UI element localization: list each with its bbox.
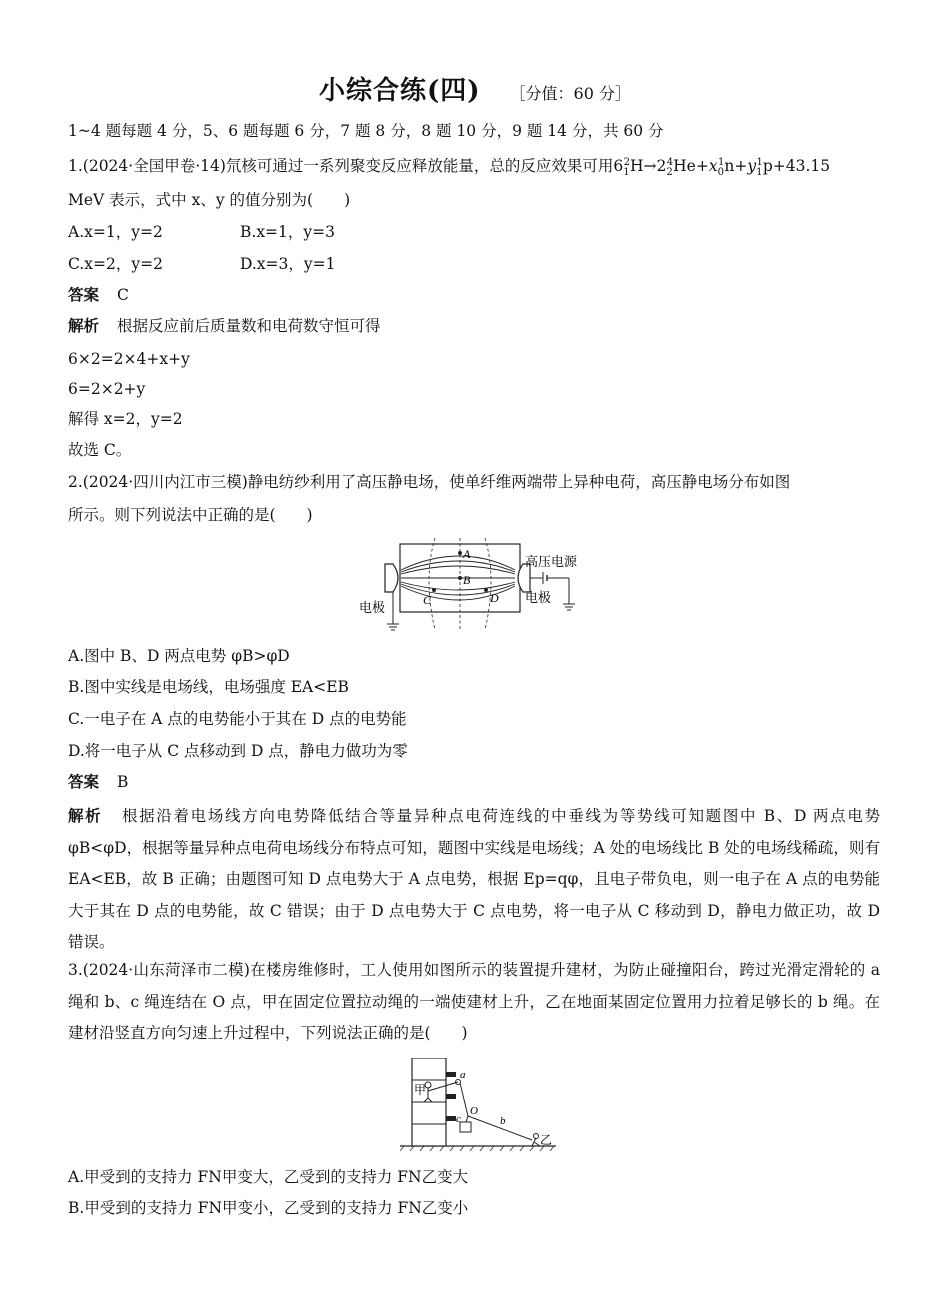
- point-d: [484, 588, 488, 592]
- material-box: [460, 1122, 471, 1132]
- label-power-source: 高压电源: [525, 555, 578, 570]
- q2-option-b: B.图中实线是电场线，电场强度 EA<EB: [68, 678, 349, 696]
- analysis-label: 解析: [68, 316, 100, 335]
- answer-label: 答案: [68, 772, 100, 791]
- q1-option-c: C.x=2，y=2: [68, 255, 163, 273]
- q1-step-4: 故选 C。: [68, 441, 132, 459]
- label-b: b: [500, 1115, 506, 1127]
- page-title: [0, 70, 950, 107]
- label-yi: 乙: [540, 1133, 553, 1147]
- left-electrode: [385, 564, 398, 592]
- q2-option-c: C.一电子在 A 点的电势能小于其在 D 点的电势能: [68, 710, 407, 728]
- answer-value: B: [117, 773, 129, 791]
- q1-option-a: A.x=1，y=2: [68, 223, 163, 241]
- q1-analysis: [68, 316, 381, 336]
- building-pulley-figure: [400, 1058, 560, 1154]
- analysis-label: 解析: [68, 806, 103, 825]
- analysis-text: 根据沿着电场线方向电势降低结合等量异种点电荷连线的中垂线为等势线可知题图中 B、D 两点电势 φB<φD，根据等量异种点电荷电场线分布特点可知，题图中实线是电场线；A 处的电场线比 B 处的电场线稀疏，则有 EA<EB，故 B 正确；由题图可知 D 点电势大于 A 点电势，根据 Ep=qφ，且电子带负电，则一电子在 A 点的电势能大于其在 D 点的电势能，故 C 错误；由于 D 点电势大于 C 点电势，将一电子从 C 移动到 D，静电力做正功，故 D 错误。: [68, 807, 880, 951]
- label-a: a: [460, 1069, 466, 1081]
- rope-c: [466, 1116, 468, 1122]
- label-d: D: [490, 591, 499, 605]
- label-b: B: [463, 573, 471, 587]
- q1-step-2: 6=2×2+y: [68, 380, 146, 398]
- q2-option-a: A.图中 B、D 两点电势 φB>φD: [68, 647, 290, 665]
- q2-answer: [68, 772, 128, 792]
- rope-a: [460, 1083, 468, 1116]
- q1-step-1: 6×2=2×4+x+y: [68, 350, 190, 368]
- point-c: [432, 588, 436, 592]
- q3-option-b: B.甲受到的支持力 FN甲变小，乙受到的支持力 FN乙变小: [68, 1199, 469, 1217]
- q1-option-d: D.x=3，y=1: [240, 255, 336, 273]
- label-jia: 甲: [414, 1083, 427, 1097]
- title-text: 小综合练(四): [319, 76, 481, 106]
- q2-stem-line1: 2.(2024·四川内江市三模)静电纺纱利用了高压静电场，使单纤维两端带上异种电荷，高压静电场分布如图: [68, 473, 791, 491]
- answer-label: 答案: [68, 285, 100, 304]
- q1-option-b: B.x=1，y=3: [240, 223, 336, 241]
- q1-step-3: 解得 x=2，y=2: [68, 410, 183, 428]
- score-text: ［分值：60 分］: [509, 84, 631, 103]
- analysis-text: 根据反应前后质量数和电荷数守恒可得: [117, 317, 381, 335]
- q1-stem-line1: 1.(2024·全国甲卷·14)氘核可通过一系列聚变反应释放能量，总的反应效果可用$6_1^2H\to 2_2^4He+x_0^1n+y_1^1p+43.15$: [68, 156, 831, 179]
- label-o: O: [470, 1105, 478, 1117]
- point-b: [458, 576, 462, 580]
- q2-stem-line2: 所示。则下列说法中正确的是( ): [68, 506, 313, 524]
- q3-stem: 3.(2024·山东菏泽市二模)在楼房维修时，工人使用如图所示的装置提升建材，为防止碰撞阳台，跨过光滑定滑轮的 a 绳和 b、c 绳连结在 O 点，甲在固定位置拉动绳的一端使建材上升，乙在地面某固定位置用力拉着足够长的 b 绳。在建材沿竖直方向匀速上升过程中，下列说法正确的是( ): [68, 961, 880, 1042]
- label-c: C: [423, 593, 432, 607]
- label-c: c: [456, 1113, 461, 1125]
- label-a: A: [463, 547, 471, 561]
- q2-option-d: D.将一电子从 C 点移动到 D 点，静电力做功为零: [68, 742, 408, 760]
- q1-answer: [68, 285, 129, 305]
- label-left-electrode: 电极: [359, 601, 386, 616]
- q2-analysis: [68, 800, 880, 959]
- point-a: [458, 551, 462, 555]
- scoring-line: 1~4 题每题 4 分，5、6 题每题 6 分，7 题 8 分，8 题 10 分，9 题 14 分，共 60 分: [68, 122, 664, 140]
- answer-value: C: [117, 286, 129, 304]
- label-right-electrode: 电极: [525, 591, 552, 606]
- q1-stem-line2: MeV 表示，式中 x、y 的值分别为( ): [68, 191, 351, 209]
- electric-field-figure: [355, 538, 595, 638]
- q3-option-a: A.甲受到的支持力 FN甲变大，乙受到的支持力 FN乙变大: [68, 1168, 469, 1186]
- q1-stem-a: 1.(2024·全国甲卷·14)氘核可通过一系列聚变反应释放能量，总的反应效果可用6: [68, 157, 624, 175]
